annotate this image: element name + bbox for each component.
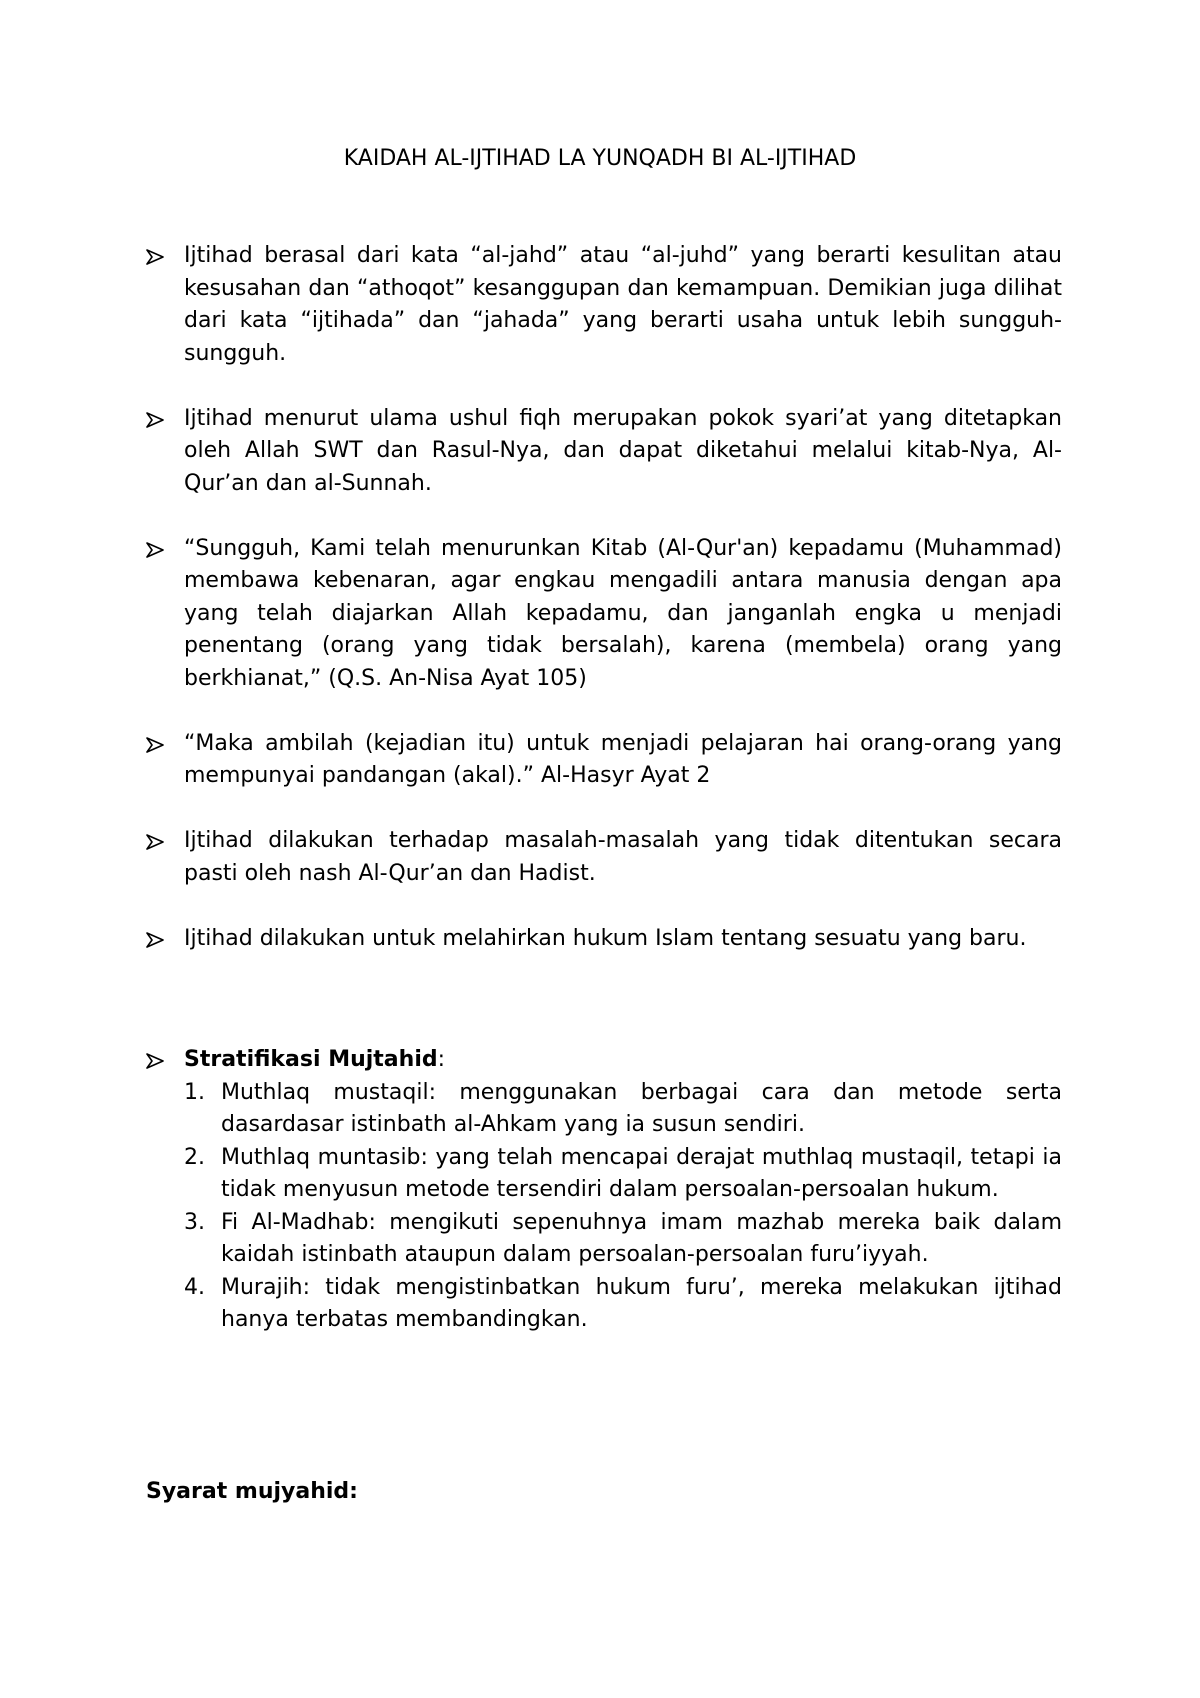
list-item-text: Muthlaq muntasib: yang telah mencapai derajat muthlaq mustaqil, tetapi ia tidak menyusun metode tersendiri dalam persoalan-persoalan hukum. (221, 1144, 1062, 1202)
bullet-item (146, 728, 1062, 793)
list-item (146, 1207, 1062, 1272)
list-number: 2. (184, 1144, 205, 1170)
arrowhead-bullet-icon (146, 1053, 164, 1069)
list-item (146, 1142, 1062, 1207)
bullet-text: Ijtihad dilakukan untuk melahirkan hukum Islam tentang sesuatu yang baru. (184, 925, 1027, 951)
bullet-item (146, 533, 1062, 696)
bullet-item (146, 923, 1062, 956)
list-number: 3. (184, 1209, 205, 1235)
bullet-text: Ijtihad menurut ulama ushul fiqh merupakan pokok syari’at yang ditetapkan oleh Allah SWT dan Rasul-Nya, dan dapat diketahui melalui kitab-Nya, Al-Qur’an dan al-Sunnah. (184, 405, 1062, 496)
arrowhead-bullet-icon (146, 737, 164, 753)
syarat-heading: Syarat mujyahid: (146, 1479, 358, 1504)
bullet-list (146, 240, 1062, 988)
bullet-item (146, 403, 1062, 501)
bullet-item (146, 825, 1062, 890)
list-item (146, 1077, 1062, 1142)
stratifikasi-heading-text: Stratifikasi Mujtahid (184, 1047, 438, 1072)
stratifikasi-heading-colon: : (437, 1047, 446, 1072)
bullet-item (146, 240, 1062, 370)
list-item-text: Muthlaq mustaqil: menggunakan berbagai cara dan metode serta dasardasar istinbath al-Ahkam yang ia susun sendiri. (221, 1079, 1062, 1137)
bullet-text: Ijtihad berasal dari kata “al-jahd” atau “al-juhd” yang berarti kesulitan atau kesusahan dan “athoqot” kesanggupan dan kemampuan. Demikian juga dilihat dari kata “ijtihada” dan “jahada” yang berarti usaha untuk lebih sungguh-sungguh. (184, 243, 1062, 366)
numbered-list (146, 1077, 1062, 1337)
arrowhead-bullet-icon (146, 834, 164, 850)
list-item-text: Murajih: tidak mengistinbatkan hukum furu’, mereka melakukan ijtihad hanya terbatas membandingkan. (221, 1274, 1062, 1332)
arrowhead-bullet-icon (146, 249, 164, 265)
document-title: KAIDAH AL-IJTIHAD LA YUNQADH BI AL-IJTIHAD (343, 146, 857, 171)
bullet-text: Ijtihad dilakukan terhadap masalah-masalah yang tidak ditentukan secara pasti oleh nash Al-Qur’an dan Hadist. (184, 828, 1062, 886)
list-item-text: Fi Al-Madhab: mengikuti sepenuhnya imam mazhab mereka baik dalam kaidah istinbath ataupun dalam persoalan-persoalan furu’iyyah. (221, 1209, 1062, 1267)
bullet-text: “Sungguh, Kami telah menurunkan Kitab (Al-Qur'an) kepadamu (Muhammad) membawa kebenaran, agar engkau mengadili antara manusia dengan apa yang telah diajarkan Allah kepadamu, dan janganlah engka u menjadi penentang (orang yang tidak bersalah), karena (membela) orang yang berkhianat,” (Q.S. An-Nisa Ayat 105) (184, 535, 1062, 691)
stratifikasi-section (146, 1044, 1062, 1337)
bullet-text: “Maka ambilah (kejadian itu) untuk menjadi pelajaran hai orang-orang yang mempunyai pandangan (akal).” Al-Hasyr Ayat 2 (184, 730, 1062, 788)
list-number: 1. (184, 1079, 205, 1105)
stratifikasi-heading (146, 1044, 1062, 1077)
arrowhead-bullet-icon (146, 412, 164, 428)
arrowhead-bullet-icon (146, 932, 164, 948)
arrowhead-bullet-icon (146, 542, 164, 558)
list-number: 4. (184, 1274, 205, 1300)
list-item (146, 1272, 1062, 1337)
